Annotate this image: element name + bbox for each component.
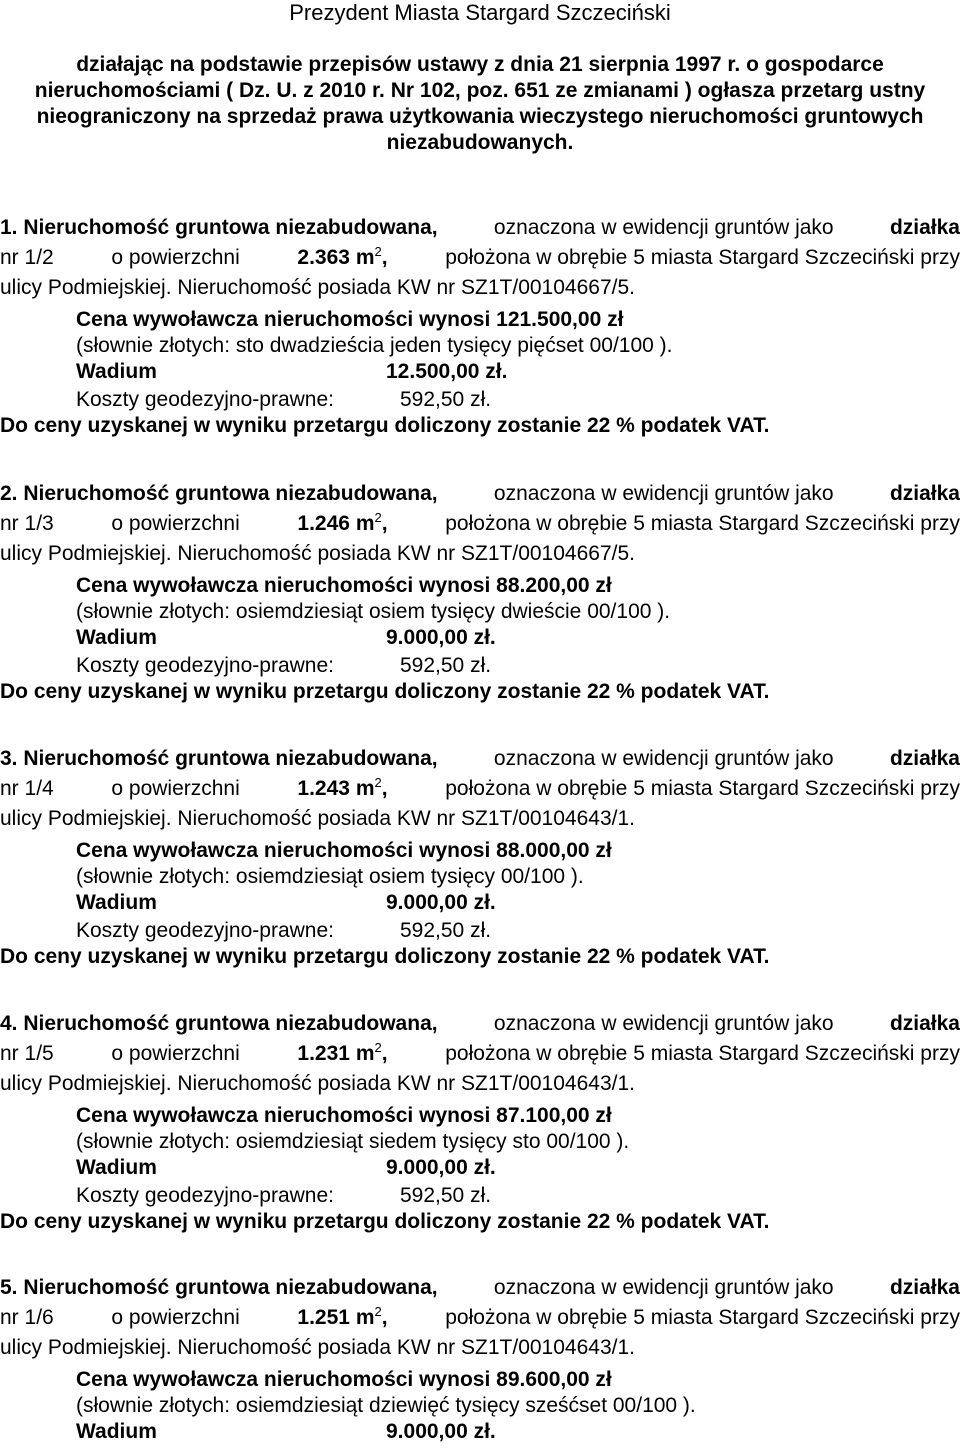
- street-text: ulicy Podmiejskiej. Nieruchomość posiada KW nr: [0, 276, 456, 299]
- nr-label: nr: [0, 246, 19, 269]
- kw-number: SZ1T/00104667/5.: [461, 542, 635, 565]
- vat-notice: Do ceny uzyskanej w wyniku przetargu doliczony zostanie 22 % podatek VAT.: [0, 414, 770, 437]
- plot-number: 1/4: [24, 777, 54, 800]
- area-comma: ,: [381, 777, 388, 800]
- words-line: [76, 333, 672, 359]
- kw-number: SZ1T/00104643/1.: [461, 807, 635, 830]
- section-line-1: [0, 481, 960, 507]
- costs-line: [76, 387, 334, 413]
- price-label: Cena wywoławcza nieruchomości wynosi: [76, 308, 491, 331]
- plot-label: działka: [889, 747, 960, 770]
- price-in-words: osiemdziesiąt siedem tysięcy sto 00/100 ).: [235, 1130, 630, 1153]
- property-type: Nieruchomość gruntowa niezabudowana,: [23, 1012, 438, 1035]
- area-label: o powierzchni: [111, 512, 240, 535]
- plot-label: działka: [889, 482, 960, 505]
- costs-line: [76, 653, 334, 679]
- area-comma: ,: [381, 1306, 388, 1329]
- plot-label: działka: [889, 1276, 960, 1299]
- wadium-value: 12.500,00 zł.: [386, 360, 508, 383]
- nr-label: nr: [0, 1306, 19, 1329]
- item-number: 2.: [0, 482, 18, 505]
- area-label: o powierzchni: [111, 1306, 240, 1329]
- section-line-3: [0, 1335, 635, 1361]
- area-unit: m: [355, 512, 375, 535]
- area-label: o powierzchni: [111, 1042, 240, 1065]
- area-unit-sup: 2: [374, 1040, 382, 1055]
- section-line-1: [0, 1011, 960, 1037]
- costs-value: 592,50 zł.: [400, 654, 492, 677]
- area-value: 1.231: [297, 1042, 350, 1065]
- wadium-value: 9.000,00 zł.: [386, 1420, 496, 1443]
- nr-label: nr: [0, 1042, 19, 1065]
- section-line-2: [0, 511, 960, 537]
- section-line-3: [0, 541, 635, 567]
- street-text: ulicy Podmiejskiej. Nieruchomość posiada KW nr: [0, 807, 456, 830]
- area-value: 2.363: [297, 246, 350, 269]
- kw-number: SZ1T/00104643/1.: [461, 1072, 635, 1095]
- words-prefix: (słownie złotych:: [76, 600, 231, 623]
- area-comma: ,: [381, 512, 388, 535]
- location-text: położona w obrębie 5 miasta Stargard Szczeciński przy: [445, 512, 960, 535]
- costs-line: [76, 1183, 334, 1209]
- kw-number: SZ1T/00104667/5.: [461, 276, 635, 299]
- wadium-label: Wadium: [76, 360, 157, 383]
- area-value: 1.246: [297, 512, 350, 535]
- area-unit: m: [355, 246, 375, 269]
- wadium-line: [76, 890, 157, 916]
- area-unit: m: [355, 777, 375, 800]
- property-type: Nieruchomość gruntowa niezabudowana,: [23, 482, 438, 505]
- costs-label: Koszty geodezyjno-prawne:: [76, 1184, 334, 1207]
- wadium-label: Wadium: [76, 1420, 157, 1443]
- section-line-3: [0, 806, 635, 832]
- section-line-1: [0, 215, 960, 241]
- plot-label: działka: [889, 1012, 960, 1035]
- area-value: 1.251: [297, 1306, 350, 1329]
- street-text: ulicy Podmiejskiej. Nieruchomość posiada KW nr: [0, 1072, 456, 1095]
- costs-value: 592,50 zł.: [400, 919, 492, 942]
- nr-label: nr: [0, 777, 19, 800]
- designation-text: oznaczona w ewidencji gruntów jako: [493, 216, 834, 239]
- section-line-1: [0, 1275, 960, 1301]
- section-line-1: [0, 746, 960, 772]
- wadium-label: Wadium: [76, 626, 157, 649]
- price-line: [76, 838, 612, 864]
- costs-value: 592,50 zł.: [400, 388, 492, 411]
- wadium-line: [76, 625, 157, 651]
- designation-text: oznaczona w ewidencji gruntów jako: [493, 1276, 834, 1299]
- item-number: 3.: [0, 747, 18, 770]
- words-line: [76, 1393, 696, 1419]
- area-label: o powierzchni: [111, 777, 240, 800]
- area-unit: m: [355, 1306, 375, 1329]
- kw-number: SZ1T/00104643/1.: [461, 1336, 635, 1359]
- price-in-words: osiemdziesiąt osiem tysięcy dwieście 00/100 ).: [235, 600, 671, 623]
- location-text: położona w obrębie 5 miasta Stargard Szczeciński przy: [445, 246, 960, 269]
- vat-notice: Do ceny uzyskanej w wyniku przetargu doliczony zostanie 22 % podatek VAT.: [0, 1210, 770, 1233]
- costs-value: 592,50 zł.: [400, 1184, 492, 1207]
- location-text: położona w obrębie 5 miasta Stargard Szczeciński przy: [445, 1306, 960, 1329]
- plot-number: 1/2: [24, 246, 54, 269]
- area-unit-sup: 2: [374, 775, 382, 790]
- words-prefix: (słownie złotych:: [76, 1130, 231, 1153]
- street-text: ulicy Podmiejskiej. Nieruchomość posiada KW nr: [0, 542, 456, 565]
- area-comma: ,: [381, 246, 388, 269]
- costs-label: Koszty geodezyjno-prawne:: [76, 919, 334, 942]
- location-text: położona w obrębie 5 miasta Stargard Szczeciński przy: [445, 777, 960, 800]
- price-label: Cena wywoławcza nieruchomości wynosi: [76, 1104, 491, 1127]
- section-line-2: [0, 776, 960, 802]
- price-line: [76, 573, 612, 599]
- wadium-line: [76, 1155, 157, 1181]
- price-value: 121.500,00 zł: [496, 308, 624, 331]
- words-prefix: (słownie złotych:: [76, 865, 231, 888]
- costs-label: Koszty geodezyjno-prawne:: [76, 654, 334, 677]
- costs-label: Koszty geodezyjno-prawne:: [76, 388, 334, 411]
- price-value: 88.000,00 zł: [496, 839, 612, 862]
- price-in-words: osiemdziesiąt dziewięć tysięcy sześćset 00/100 ).: [235, 1394, 696, 1417]
- price-value: 87.100,00 zł: [496, 1104, 612, 1127]
- area-unit-sup: 2: [374, 510, 382, 525]
- words-prefix: (słownie złotych:: [76, 334, 231, 357]
- plot-label: działka: [889, 216, 960, 239]
- wadium-label: Wadium: [76, 1156, 157, 1179]
- price-line: [76, 1367, 612, 1393]
- area-unit: m: [355, 1042, 375, 1065]
- item-number: 4.: [0, 1012, 18, 1035]
- property-type: Nieruchomość gruntowa niezabudowana,: [23, 1276, 438, 1299]
- price-in-words: sto dwadzieścia jeden tysięcy pięćset 00/100 ).: [235, 334, 673, 357]
- plot-number: 1/5: [24, 1042, 54, 1065]
- area-comma: ,: [381, 1042, 388, 1065]
- section-line-2: [0, 245, 960, 271]
- costs-line: [76, 918, 334, 944]
- area-label: o powierzchni: [111, 246, 240, 269]
- price-value: 88.200,00 zł: [496, 574, 612, 597]
- wadium-value: 9.000,00 zł.: [386, 1156, 496, 1179]
- words-line: [76, 1129, 629, 1155]
- property-type: Nieruchomość gruntowa niezabudowana,: [23, 216, 438, 239]
- words-line: [76, 864, 584, 890]
- item-number: 5.: [0, 1276, 18, 1299]
- section-line-3: [0, 1071, 635, 1097]
- designation-text: oznaczona w ewidencji gruntów jako: [493, 747, 834, 770]
- price-label: Cena wywoławcza nieruchomości wynosi: [76, 1368, 491, 1391]
- area-unit-sup: 2: [374, 1304, 382, 1319]
- area-value: 1.243: [297, 777, 350, 800]
- section-line-2: [0, 1305, 960, 1331]
- wadium-value: 9.000,00 zł.: [386, 626, 496, 649]
- wadium-value: 9.000,00 zł.: [386, 891, 496, 914]
- price-label: Cena wywoławcza nieruchomości wynosi: [76, 574, 491, 597]
- location-text: położona w obrębie 5 miasta Stargard Szczeciński przy: [445, 1042, 960, 1065]
- section-line-3: [0, 275, 635, 301]
- wadium-label: Wadium: [76, 891, 157, 914]
- property-type: Nieruchomość gruntowa niezabudowana,: [23, 747, 438, 770]
- item-number: 1.: [0, 216, 18, 239]
- price-label: Cena wywoławcza nieruchomości wynosi: [76, 839, 491, 862]
- wadium-line: [76, 1419, 157, 1445]
- wadium-line: [76, 359, 157, 385]
- vat-notice: Do ceny uzyskanej w wyniku przetargu doliczony zostanie 22 % podatek VAT.: [0, 680, 770, 703]
- intro-paragraph: działając na podstawie przepisów ustawy z dnia 21 sierpnia 1997 r. o gospodarce nieruchomościami ( Dz. U. z 2010 r. Nr 102, poz. 651 ze zmianami ) ogłasza przetarg ustny nieograniczony na sprzedaż prawa użytkowania wieczystego nieruchomości gruntowych niezabudowanych.: [34, 53, 926, 154]
- nr-label: nr: [0, 512, 19, 535]
- section-line-2: [0, 1041, 960, 1067]
- plot-number: 1/3: [24, 512, 54, 535]
- street-text: ulicy Podmiejskiej. Nieruchomość posiada KW nr: [0, 1336, 456, 1359]
- words-prefix: (słownie złotych:: [76, 1394, 231, 1417]
- price-line: [76, 1103, 612, 1129]
- price-value: 89.600,00 zł: [496, 1368, 612, 1391]
- designation-text: oznaczona w ewidencji gruntów jako: [493, 1012, 834, 1035]
- plot-number: 1/6: [24, 1306, 54, 1329]
- price-in-words: osiemdziesiąt osiem tysięcy 00/100 ).: [235, 865, 584, 888]
- words-line: [76, 599, 670, 625]
- vat-notice: Do ceny uzyskanej w wyniku przetargu doliczony zostanie 22 % podatek VAT.: [0, 945, 770, 968]
- price-line: [76, 307, 623, 333]
- designation-text: oznaczona w ewidencji gruntów jako: [493, 482, 834, 505]
- area-unit-sup: 2: [374, 244, 382, 259]
- page-title: Prezydent Miasta Stargard Szczeciński: [289, 0, 671, 25]
